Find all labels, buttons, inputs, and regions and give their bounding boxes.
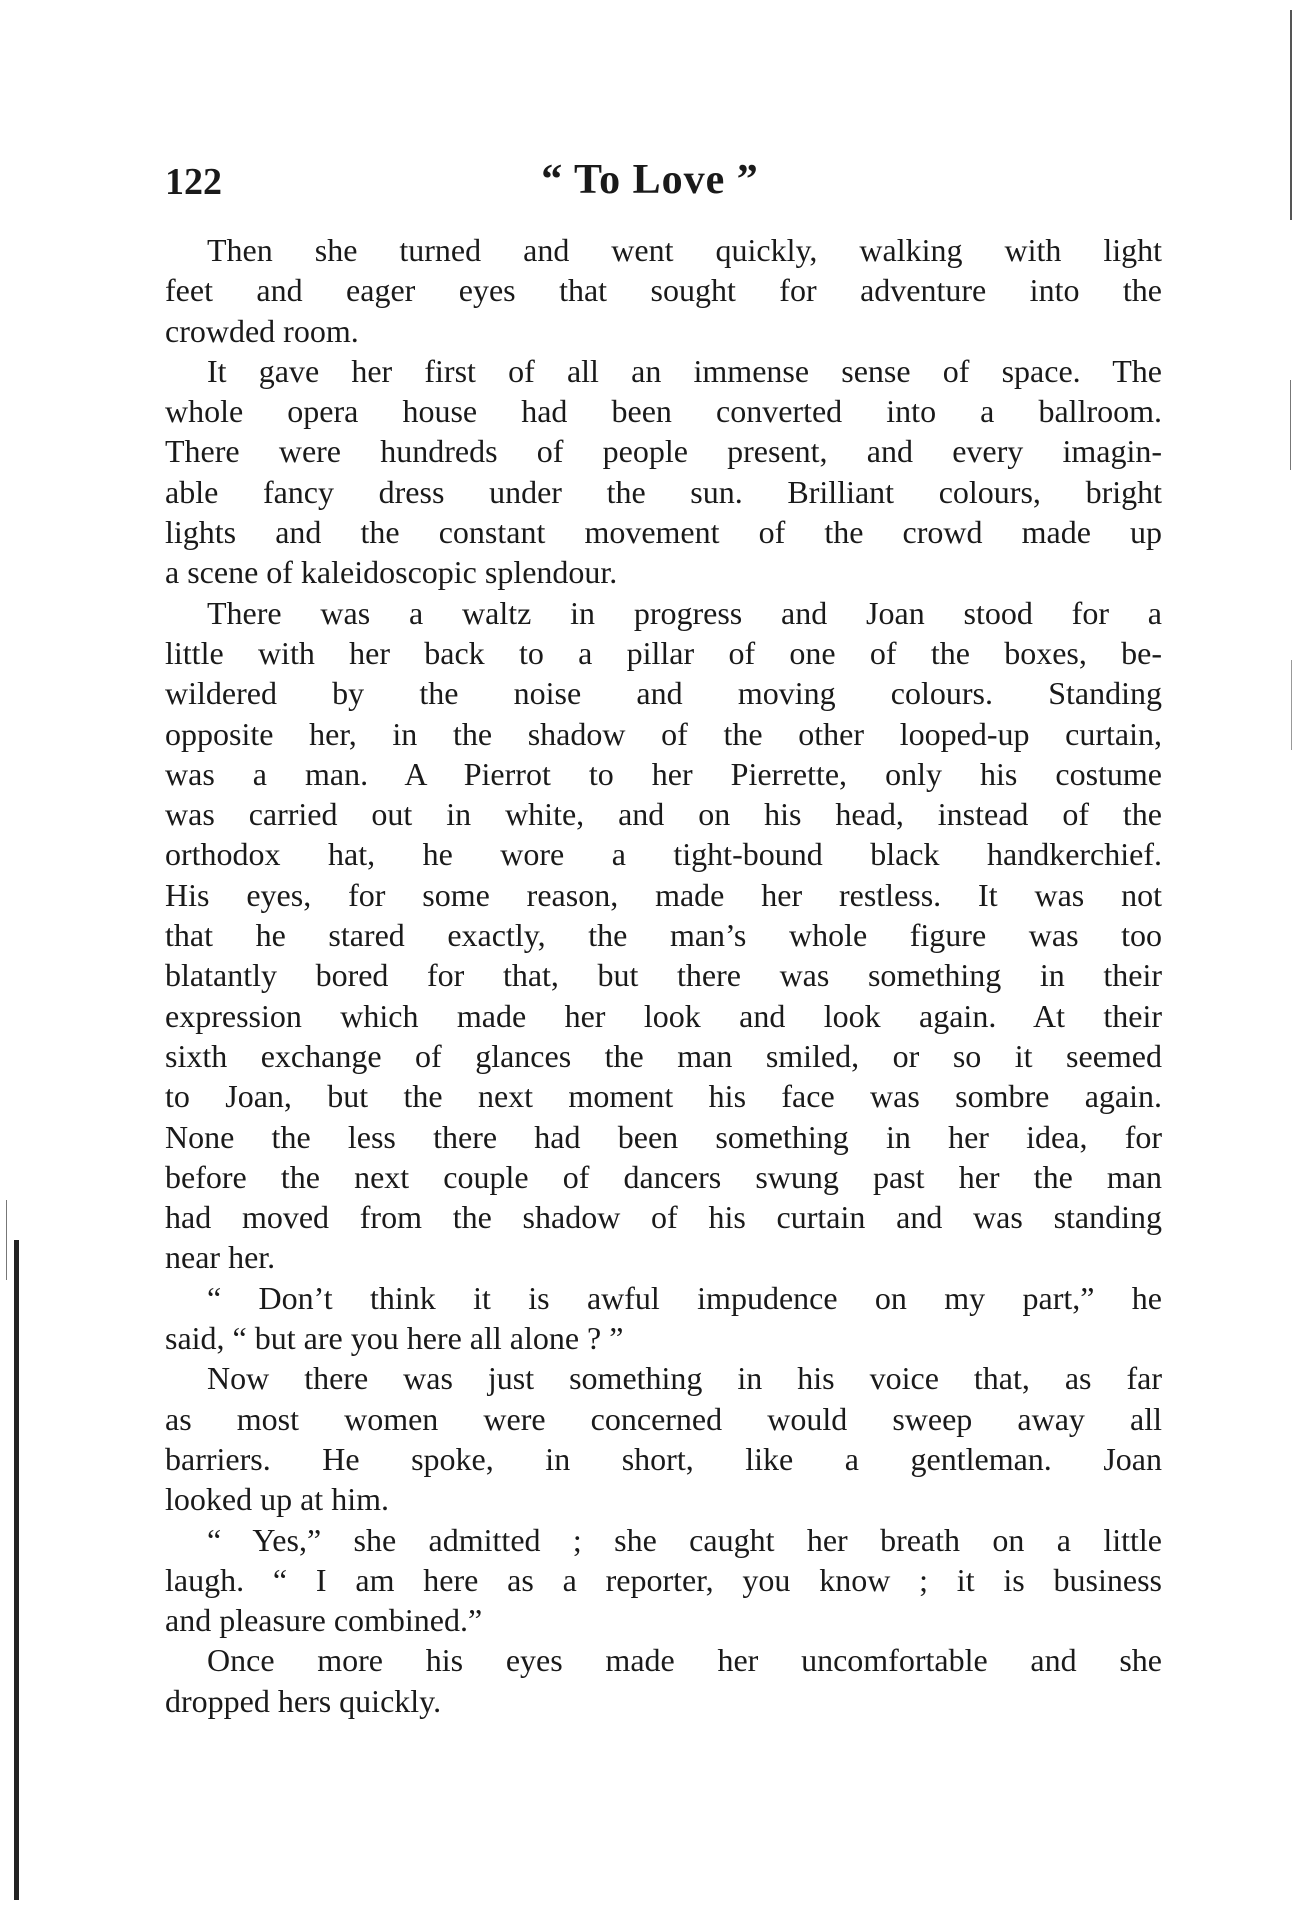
text-line: was a man. A Pierrot to her Pierrette, only his costume: [165, 755, 1162, 792]
text-line: had moved from the shadow of his curtain and was standing: [165, 1199, 1162, 1236]
text-line: looked up at him.: [165, 1481, 389, 1518]
body-text: [165, 230, 1162, 1721]
text-line: laugh. “ I am here as a reporter, you know ; it is business: [165, 1561, 1162, 1598]
text-line: sixth exchange of glances the man smiled, or so it seemed: [165, 1037, 1162, 1074]
text-line: There were hundreds of people present, and every imagin-: [165, 433, 1162, 470]
text-line: barriers. He spoke, in short, like a gentleman. Joan: [165, 1440, 1162, 1477]
text-line: Once more his eyes made her uncomfortable and she: [207, 1642, 1162, 1679]
text-line: Now there was just something in his voice that, as far: [207, 1360, 1162, 1397]
text-line: Then she turned and went quickly, walking with light: [207, 232, 1162, 268]
text-line: a scene of kaleidoscopic splendour.: [165, 554, 618, 591]
scan-edge-right-low: [1291, 660, 1292, 750]
text-line: orthodox hat, he wore a tight-bound black handkerchief.: [165, 836, 1162, 873]
text-line: dropped hers quickly.: [165, 1682, 442, 1719]
text-line: blatantly bored for that, but there was something in their: [165, 957, 1162, 994]
text-line: before the next couple of dancers swung past her the man: [165, 1158, 1162, 1195]
text-line: It gave her first of all an immense sense of space. The: [207, 352, 1162, 389]
text-line: wildered by the noise and moving colours. Standing: [165, 675, 1162, 712]
text-line: said, “ but are you here all alone ? ”: [165, 1320, 624, 1357]
text-line: crowded room.: [165, 312, 359, 349]
text-line: None the less there had been something in her idea, for: [165, 1118, 1162, 1155]
text-line: feet and eager eyes that sought for adventure into the: [165, 272, 1162, 309]
text-line: to Joan, but the next moment his face was sombre again.: [165, 1078, 1162, 1115]
scan-edge-right-mid: [1290, 380, 1291, 470]
text-line: was carried out in white, and on his head, instead of the: [165, 796, 1162, 833]
text-line: opposite her, in the shadow of the other looped-up curtain,: [165, 715, 1162, 752]
scan-edge-right: [1290, 10, 1292, 220]
text-line: There was a waltz in progress and Joan stood for a: [207, 594, 1162, 631]
page-number: 122: [165, 161, 222, 203]
text-line: lights and the constant movement of the crowd made up: [165, 514, 1162, 551]
text-line: “ Don’t think it is awful impudence on my part,” he: [207, 1279, 1162, 1316]
running-title: “ To Love ”: [541, 157, 759, 203]
text-line: expression which made her look and look again. At their: [165, 997, 1162, 1034]
scan-edge-left: [14, 1240, 19, 1900]
text-line: little with her back to a pillar of one of the boxes, be-: [165, 634, 1162, 671]
text-line: able fancy dress under the sun. Brilliant colours, bright: [165, 473, 1162, 510]
text-line: and pleasure combined.”: [165, 1602, 483, 1639]
text-line: whole opera house had been converted into a ballroom.: [165, 393, 1162, 430]
text-line: near her.: [165, 1239, 276, 1276]
text-line: that he stared exactly, the man’s whole figure was too: [165, 917, 1162, 954]
text-line: as most women were concerned would sweep away all: [165, 1400, 1162, 1437]
text-line: “ Yes,” she admitted ; she caught her breath on a little: [207, 1521, 1162, 1558]
text-line: His eyes, for some reason, made her restless. It was not: [165, 876, 1162, 913]
scan-edge-left-faint: [6, 1200, 7, 1280]
